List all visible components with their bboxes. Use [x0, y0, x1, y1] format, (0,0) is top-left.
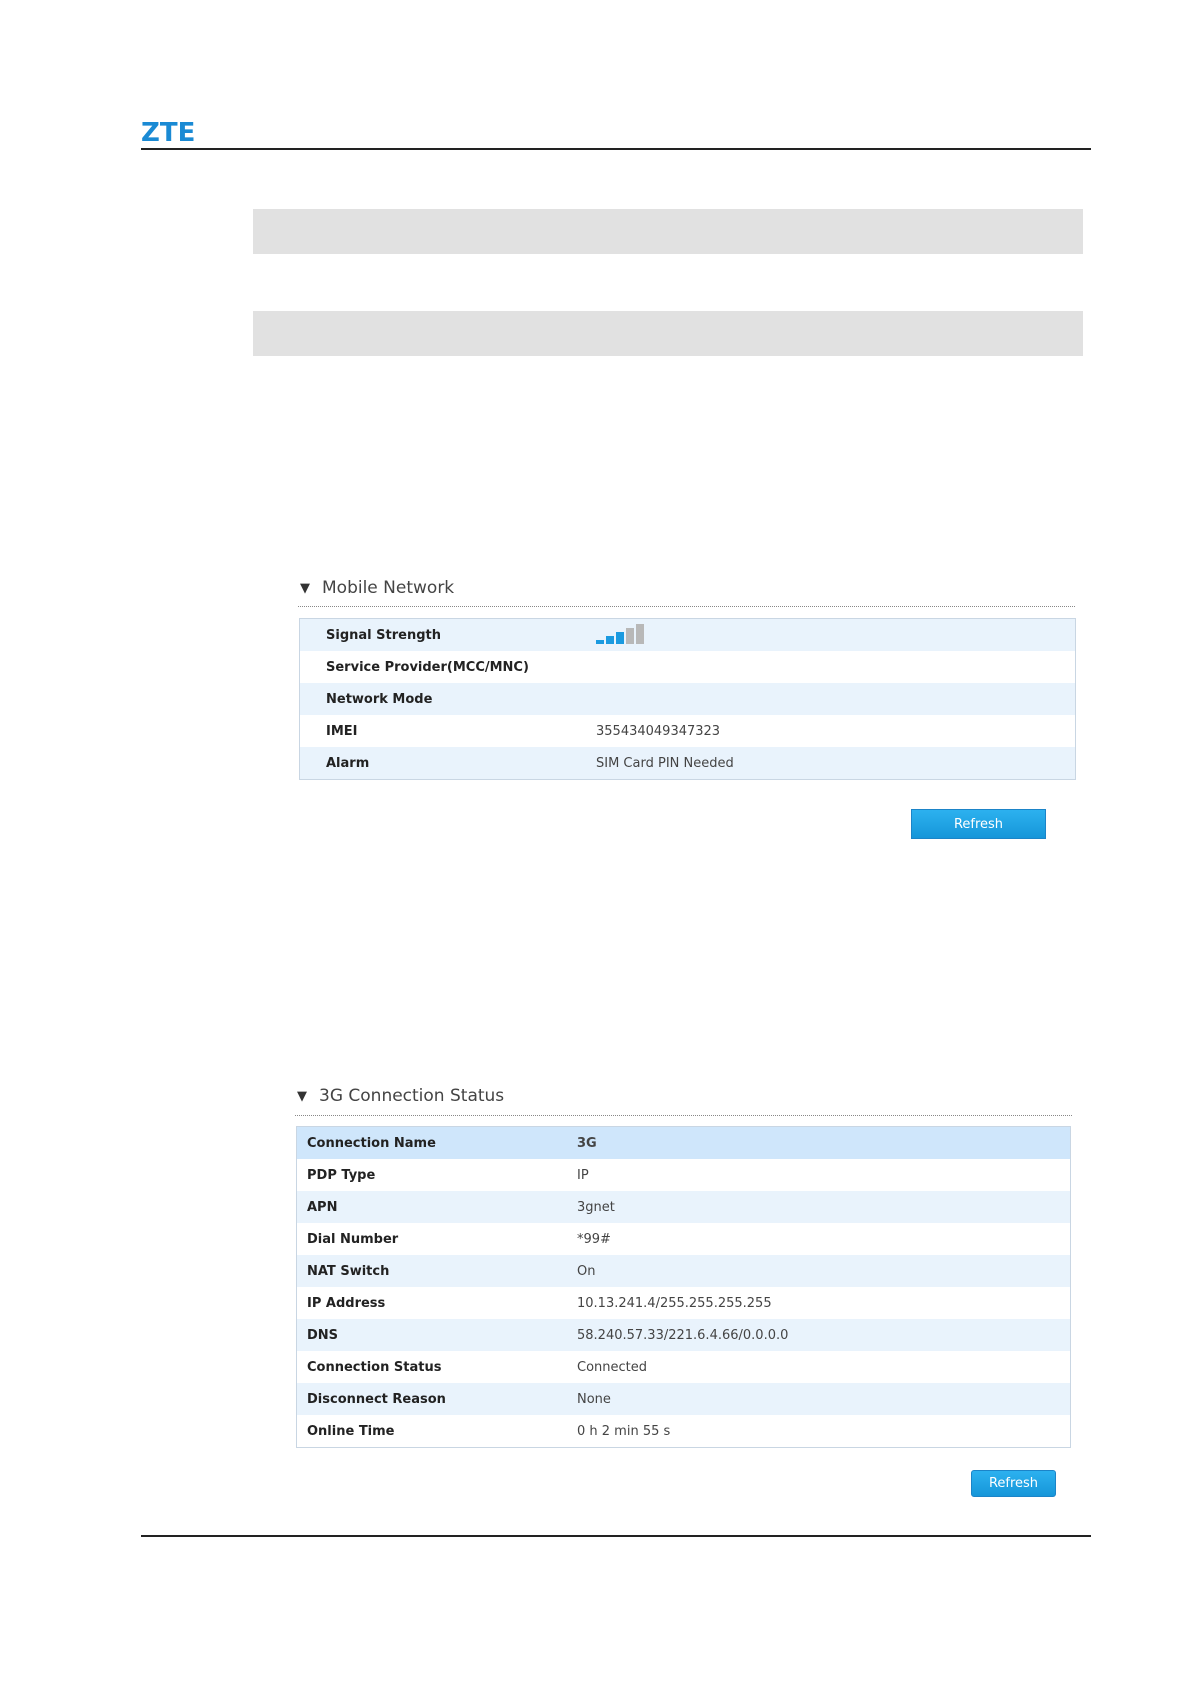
signal-bar: [606, 636, 614, 644]
row-label: Network Mode: [326, 691, 433, 707]
table-row: [297, 1351, 1070, 1383]
table-row: [297, 1383, 1070, 1415]
connection-status-header[interactable]: [297, 1086, 504, 1106]
row-label: Online Time: [307, 1423, 395, 1439]
logo: ZTE: [141, 118, 196, 148]
table-row: [297, 1415, 1070, 1447]
section-title: 3G Connection Status: [319, 1086, 505, 1106]
row-value: On: [577, 1263, 596, 1279]
table-row: [297, 1287, 1070, 1319]
footer-rule: [141, 1535, 1091, 1537]
row-value: 58.240.57.33/221.6.4.66/0.0.0.0: [577, 1327, 789, 1343]
row-label: NAT Switch: [307, 1263, 390, 1279]
collapse-triangle-icon[interactable]: ▼: [297, 1088, 307, 1104]
row-label: Alarm: [326, 755, 370, 771]
row-label: Dial Number: [307, 1231, 399, 1247]
row-label: Connection Name: [307, 1135, 436, 1151]
row-label: IMEI: [326, 723, 358, 739]
mobile-network-header[interactable]: [300, 578, 454, 598]
collapse-triangle-icon[interactable]: ▼: [300, 580, 310, 596]
row-value: IP: [577, 1167, 589, 1183]
refresh-button[interactable]: Refresh: [971, 1470, 1056, 1497]
table-row: [300, 747, 1075, 779]
row-value: 355434049347323: [596, 723, 721, 739]
row-value: *99#: [577, 1231, 611, 1247]
refresh-button[interactable]: Refresh: [911, 809, 1046, 839]
table-row: [297, 1255, 1070, 1287]
row-label: IP Address: [307, 1295, 386, 1311]
section-divider: [298, 606, 1075, 607]
row-label: APN: [307, 1199, 338, 1215]
section-title: Mobile Network: [322, 578, 455, 598]
table-row: [300, 683, 1075, 715]
signal-bar: [626, 628, 634, 644]
row-label: DNS: [307, 1327, 339, 1343]
row-value: 0 h 2 min 55 s: [577, 1423, 671, 1439]
row-value: 3G: [577, 1135, 597, 1151]
row-value: 10.13.241.4/255.255.255.255: [577, 1295, 772, 1311]
gray-band-top: [253, 209, 1083, 254]
mobile-network-panel: [299, 618, 1076, 780]
row-label: Service Provider(MCC/MNC): [326, 659, 529, 675]
table-row: [297, 1159, 1070, 1191]
signal-bar: [616, 632, 624, 644]
table-row: [297, 1223, 1070, 1255]
row-value: Connected: [577, 1359, 648, 1375]
row-label: Disconnect Reason: [307, 1391, 446, 1407]
row-label: PDP Type: [307, 1167, 376, 1183]
row-label: Signal Strength: [326, 627, 441, 643]
table-row: [297, 1127, 1070, 1159]
signal-strength-icon: [596, 622, 644, 648]
header-rule: [141, 148, 1091, 150]
table-row: [297, 1319, 1070, 1351]
row-value: None: [577, 1391, 611, 1407]
table-row: [297, 1191, 1070, 1223]
row-value: SIM Card PIN Needed: [596, 755, 734, 771]
section-divider: [295, 1115, 1072, 1116]
table-row: [300, 619, 1075, 651]
gray-band-second: [253, 311, 1083, 356]
row-value: 3gnet: [577, 1199, 615, 1215]
row-label: Connection Status: [307, 1359, 442, 1375]
connection-status-panel: [296, 1126, 1071, 1448]
table-row: [300, 651, 1075, 683]
signal-bar: [636, 624, 644, 644]
signal-bar: [596, 640, 604, 644]
table-row: [300, 715, 1075, 747]
